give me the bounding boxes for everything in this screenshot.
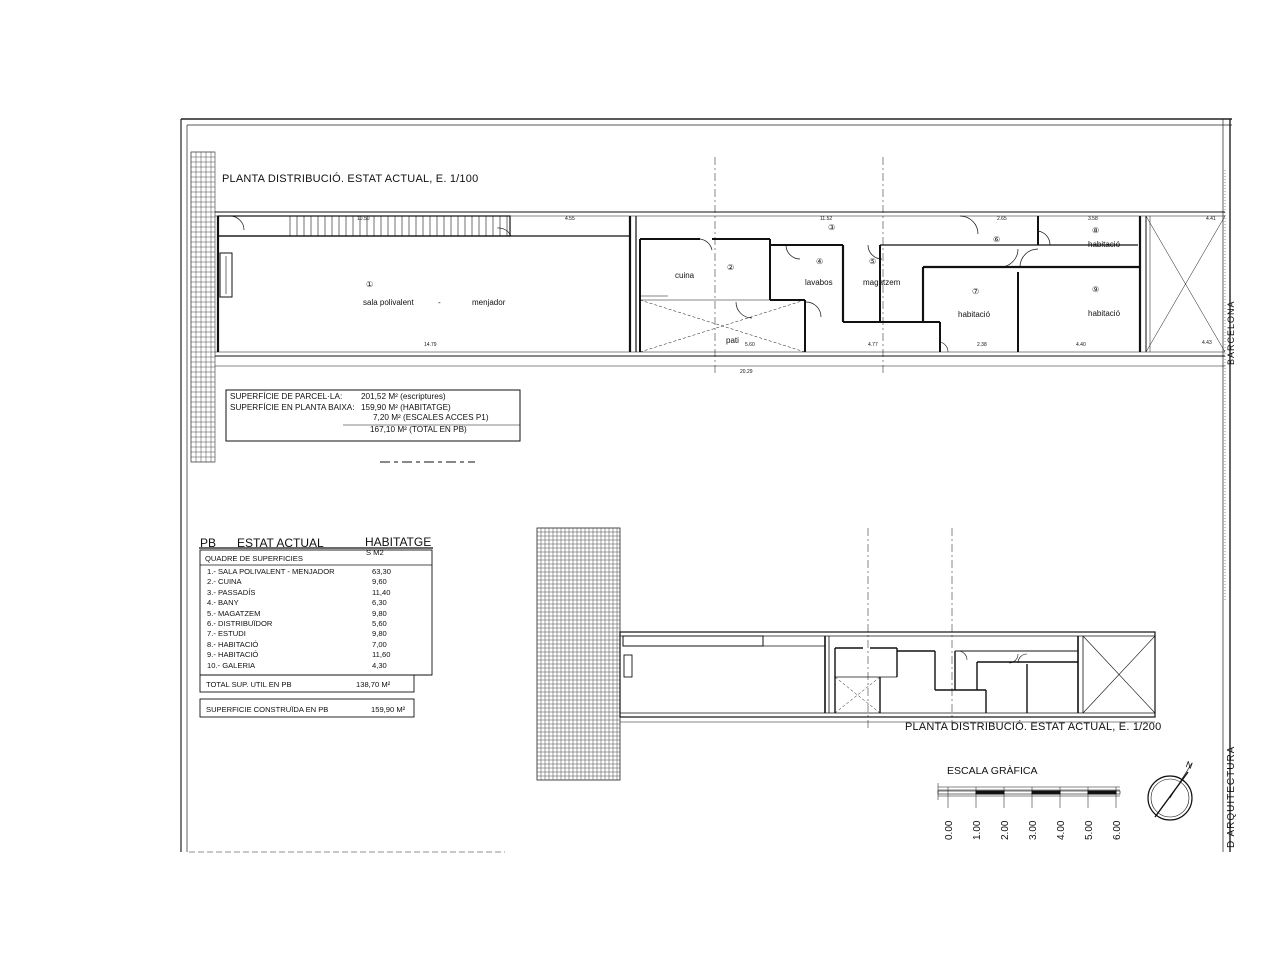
party-wall-hatch-small — [537, 528, 620, 780]
room-label-habitacio-9: habitació — [1088, 309, 1121, 318]
sheet-frame — [181, 119, 1232, 852]
table-row-label: 8.- HABITACIÓ — [207, 639, 259, 649]
table-row-value: 5,60 — [372, 619, 387, 628]
table-row-label: 2.- CUINA — [207, 577, 242, 587]
table-row-label: 9.- HABITACIÓ — [207, 650, 259, 660]
table-quadre: QUADRE DE SUPERFICIES — [205, 554, 303, 563]
table-row-value: 6,30 — [372, 598, 387, 608]
dim-11: 4.40 — [1076, 342, 1086, 348]
main-plan — [215, 157, 1225, 375]
table-row-label: 5.- MAGATZEM — [207, 608, 261, 618]
dim-2: 4.55 — [565, 216, 575, 222]
graphic-scale — [938, 783, 1120, 808]
main-plan-title: PLANTA DISTRIBUCIÓ. ESTAT ACTUAL, E. 1/100 — [222, 173, 479, 185]
surface-parcel-value: 201,52 M² (escriptures) — [361, 392, 446, 401]
dim-4: 2.65 — [997, 216, 1007, 222]
table-row-label: 10.- GALERIA — [207, 660, 256, 670]
scale-title: ESCALA GRÀFICA — [947, 765, 1038, 777]
room-label-sala: sala polivalent — [363, 298, 414, 307]
dim-8: 5.60 — [745, 342, 755, 348]
side-text-bottom: D ARQUITECTURA — [1226, 745, 1237, 848]
room-label-dash: - — [438, 298, 441, 307]
dim-6: 4.41 — [1206, 216, 1216, 222]
surface-stairs-value: 7,20 M² (ESCALES ACCES P1) — [373, 413, 489, 422]
room-3-number: ③ — [828, 223, 836, 232]
small-plan — [620, 528, 1155, 730]
side-text-top: BARCELONA — [1226, 300, 1236, 365]
scale-tick-label: 0.00 — [944, 820, 955, 840]
scale-tick-label: 6.00 — [1112, 820, 1123, 840]
dim-3: 11.52 — [820, 216, 833, 222]
scale-tick-label: 4.00 — [1056, 820, 1067, 840]
dim-9: 4.77 — [868, 342, 878, 348]
room-9-number: ⑨ — [1092, 285, 1100, 294]
dim-7: 14.79 — [424, 342, 437, 348]
room-8-number: ⑧ — [1092, 226, 1100, 235]
room-5-number: ⑤ — [869, 257, 877, 266]
dim-1: 10.50 — [357, 216, 370, 222]
room-1-number: ① — [366, 280, 374, 289]
room-label-menjador: menjador — [472, 298, 506, 307]
table-row-value: 63,30 — [372, 567, 392, 576]
table-row-value: 11,60 — [372, 650, 391, 660]
table-estat: ESTAT ACTUAL — [237, 536, 324, 550]
table-row-label: 7.- ESTUDI — [207, 629, 246, 639]
scale-tick-label: 2.00 — [1000, 820, 1011, 840]
table-total-label: TOTAL SUP. UTIL EN PB — [206, 680, 292, 689]
table-row-value: 7,00 — [372, 639, 387, 649]
room-label-cuina: cuina — [675, 271, 695, 280]
room-label-pati: pati — [726, 336, 739, 345]
table-total-value: 138,70 M² — [356, 680, 391, 689]
dim-12: 4.43 — [1202, 340, 1212, 346]
table-row-value: 11,40 — [372, 587, 391, 597]
hatch-grid-small — [537, 528, 620, 780]
table-pb: PB — [200, 536, 217, 550]
table-row-value: 9,80 — [372, 608, 387, 618]
room-label-lavabos: lavabos — [805, 278, 833, 287]
surface-parcel-label: SUPERFÍCIE DE PARCEL·LA: — [230, 392, 343, 401]
table-row-value: 4,30 — [372, 660, 387, 670]
room-label-habitacio-8: habitació — [1088, 240, 1121, 249]
north-arrow-icon — [1148, 763, 1192, 820]
table-row-label: 1.- SALA POLIVALENT - MENJADOR — [207, 567, 335, 576]
scale-tick-label: 3.00 — [1028, 820, 1039, 840]
dim-total: 20.29 — [740, 369, 753, 375]
table-row-label: 6.- DISTRIBUÏDOR — [207, 619, 273, 628]
table-row-label: 4.- BANY — [207, 598, 239, 608]
dim-10: 2.38 — [977, 342, 987, 348]
room-4-number: ④ — [816, 257, 824, 266]
stair-treads — [290, 216, 507, 236]
room-label-habitacio-7: habitació — [958, 310, 991, 319]
table-unit: S M2 — [366, 548, 384, 557]
north-label: N — [1184, 759, 1195, 771]
scale-tick-label: 1.00 — [972, 820, 983, 840]
surface-pb-label: SUPERFÍCIE EN PLANTA BAIXA: — [230, 403, 355, 412]
table-habitatge: HABITATGE — [365, 535, 432, 549]
room-2-number: ② — [727, 263, 735, 272]
room-6-number: ⑥ — [993, 235, 1001, 244]
room-7-number: ⑦ — [972, 287, 980, 296]
table-row-value: 9,60 — [372, 577, 387, 587]
table-row-value: 9,80 — [372, 629, 387, 639]
dim-5: 3.58 — [1088, 216, 1098, 222]
table-built-label: SUPERFICIE CONSTRUÏDA EN PB — [206, 705, 329, 714]
surface-pb-value: 159,90 M² (HABITATGE) — [361, 403, 451, 412]
table-built-value: 159,90 M² — [371, 705, 406, 714]
hatch-grid-top — [191, 152, 215, 462]
small-plan-title: PLANTA DISTRIBUCIÓ. ESTAT ACTUAL, E. 1/200 — [905, 721, 1162, 733]
table-row-label: 3.- PASSADÍS — [207, 587, 256, 597]
scale-tick-label: 5.00 — [1084, 820, 1095, 840]
surface-total-value: 167,10 M² (TOTAL EN PB) — [370, 425, 467, 434]
room-label-magatzem: magatzem — [863, 278, 901, 287]
